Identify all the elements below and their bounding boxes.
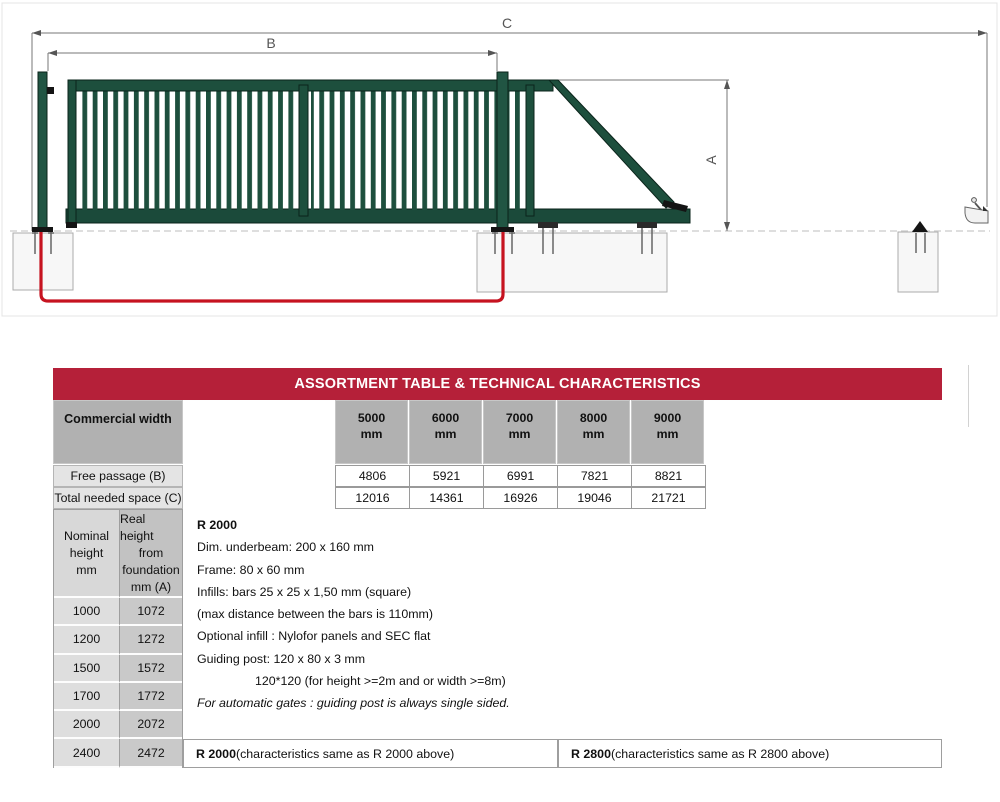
table-value: 21721 — [631, 487, 706, 509]
width-col-header — [409, 400, 482, 464]
spec-line: (max distance between the bars is 110mm) — [197, 607, 433, 622]
foundation-center — [477, 233, 667, 292]
row-label-free-passage: Free passage (B) — [53, 465, 183, 487]
nominal-height-header — [54, 510, 120, 598]
width-value: 7000 — [505, 411, 534, 425]
width-value: 9000 — [653, 411, 682, 425]
width-unit: mm — [582, 427, 605, 441]
nominal-height-value: 1000 — [54, 598, 120, 626]
header-line: foundation — [122, 562, 180, 577]
dim-label-b: B — [266, 35, 276, 51]
header-line: Real height — [120, 511, 154, 543]
guiding-post — [497, 72, 508, 229]
width-value: 6000 — [431, 411, 460, 425]
foundation-right — [898, 232, 938, 292]
table-value: 14361 — [409, 487, 484, 509]
spec-line: Optional infill : Nylofor panels and SEC flat — [197, 629, 431, 644]
nominal-height-value: 2000 — [54, 711, 120, 739]
guiding-post-base — [491, 227, 514, 232]
end-post-base — [32, 227, 53, 232]
nominal-height-value: 2400 — [54, 739, 120, 767]
table-value: 6991 — [483, 465, 558, 487]
real-height-value: 1572 — [120, 655, 182, 683]
end-post — [38, 72, 47, 229]
underbeam-bracket-2 — [637, 222, 657, 228]
real-height-value: 1272 — [120, 626, 182, 654]
width-unit: mm — [656, 427, 679, 441]
width-value: 5000 — [357, 411, 386, 425]
width-value: 8000 — [579, 411, 608, 425]
bottom-cell-r2000 — [183, 739, 558, 768]
spec-line: Guiding post: 120 x 80 x 3 mm — [197, 651, 366, 666]
bottom-cell-r2800 — [558, 739, 942, 768]
foundation-left — [13, 233, 73, 290]
gate-bars-panel-left — [79, 91, 297, 210]
table-right-rule — [968, 365, 969, 427]
dim-label-c: C — [501, 15, 513, 31]
nominal-height-value: 1700 — [54, 683, 120, 711]
real-height-value: 1072 — [120, 598, 182, 626]
width-unit: mm — [508, 427, 531, 441]
table-value: 7821 — [557, 465, 632, 487]
header-line: height — [69, 545, 104, 560]
gate-left-stile — [68, 80, 76, 223]
header-line: mm — [76, 562, 97, 577]
real-height-value: 2472 — [120, 739, 182, 767]
gate-right-stile — [526, 85, 534, 216]
header-line: mm (A) — [130, 579, 172, 594]
table-value: 5921 — [409, 465, 484, 487]
model-note: (characteristics same as R 2000 above) — [235, 746, 455, 761]
heights-table — [53, 509, 183, 768]
gate-technical-drawing — [0, 0, 1000, 330]
real-height-header — [120, 510, 182, 598]
spec-line: Infills: bars 25 x 25 x 1,50 mm (square) — [197, 584, 412, 599]
width-col-header — [631, 400, 704, 464]
table-value: 8821 — [631, 465, 706, 487]
underbeam-bracket-1 — [538, 222, 558, 228]
row-label-total-needed-space: Total needed space (C) — [53, 487, 183, 509]
model-note: (characteristics same as R 2800 above) — [610, 746, 830, 761]
spec-line: Frame: 80 x 60 mm — [197, 562, 305, 577]
width-col-header — [483, 400, 556, 464]
width-col-header — [557, 400, 630, 464]
header-line: Nominal — [63, 528, 110, 543]
header-line: from — [138, 545, 164, 560]
width-unit: mm — [360, 427, 383, 441]
gate-front-foot — [66, 222, 77, 228]
end-post-catch-bracket — [47, 87, 54, 94]
model-name: R 2800 — [571, 746, 611, 761]
spec-line: Dim. underbeam: 200 x 160 mm — [197, 540, 374, 555]
width-col-header — [335, 400, 408, 464]
gate-underbeam — [66, 209, 690, 223]
spec-line-italic: For automatic gates : guiding post is always single sided. — [197, 696, 510, 711]
commercial-width-header: Commercial width — [53, 400, 183, 464]
gate-middle-stile — [299, 85, 308, 216]
r2000-description — [197, 514, 757, 715]
table-value: 4806 — [335, 465, 410, 487]
table-value: 19046 — [557, 487, 632, 509]
table-title: ASSORTMENT TABLE & TECHNICAL CHARACTERISTICS — [53, 368, 942, 400]
r2000-title: R 2000 — [197, 518, 237, 532]
real-height-value: 1772 — [120, 683, 182, 711]
table-value: 12016 — [335, 487, 410, 509]
real-height-value: 2072 — [120, 711, 182, 739]
nominal-height-value: 1200 — [54, 626, 120, 654]
dim-label-a: A — [703, 155, 719, 165]
gate-bars-panel-right — [311, 91, 524, 210]
model-name: R 2000 — [196, 746, 236, 761]
width-unit: mm — [434, 427, 457, 441]
table-value: 16926 — [483, 487, 558, 509]
gate-top-rail — [68, 80, 553, 91]
nominal-height-value: 1500 — [54, 655, 120, 683]
spec-line-indented: 120*120 (for height >=2m and or width >=8m) — [255, 674, 506, 689]
